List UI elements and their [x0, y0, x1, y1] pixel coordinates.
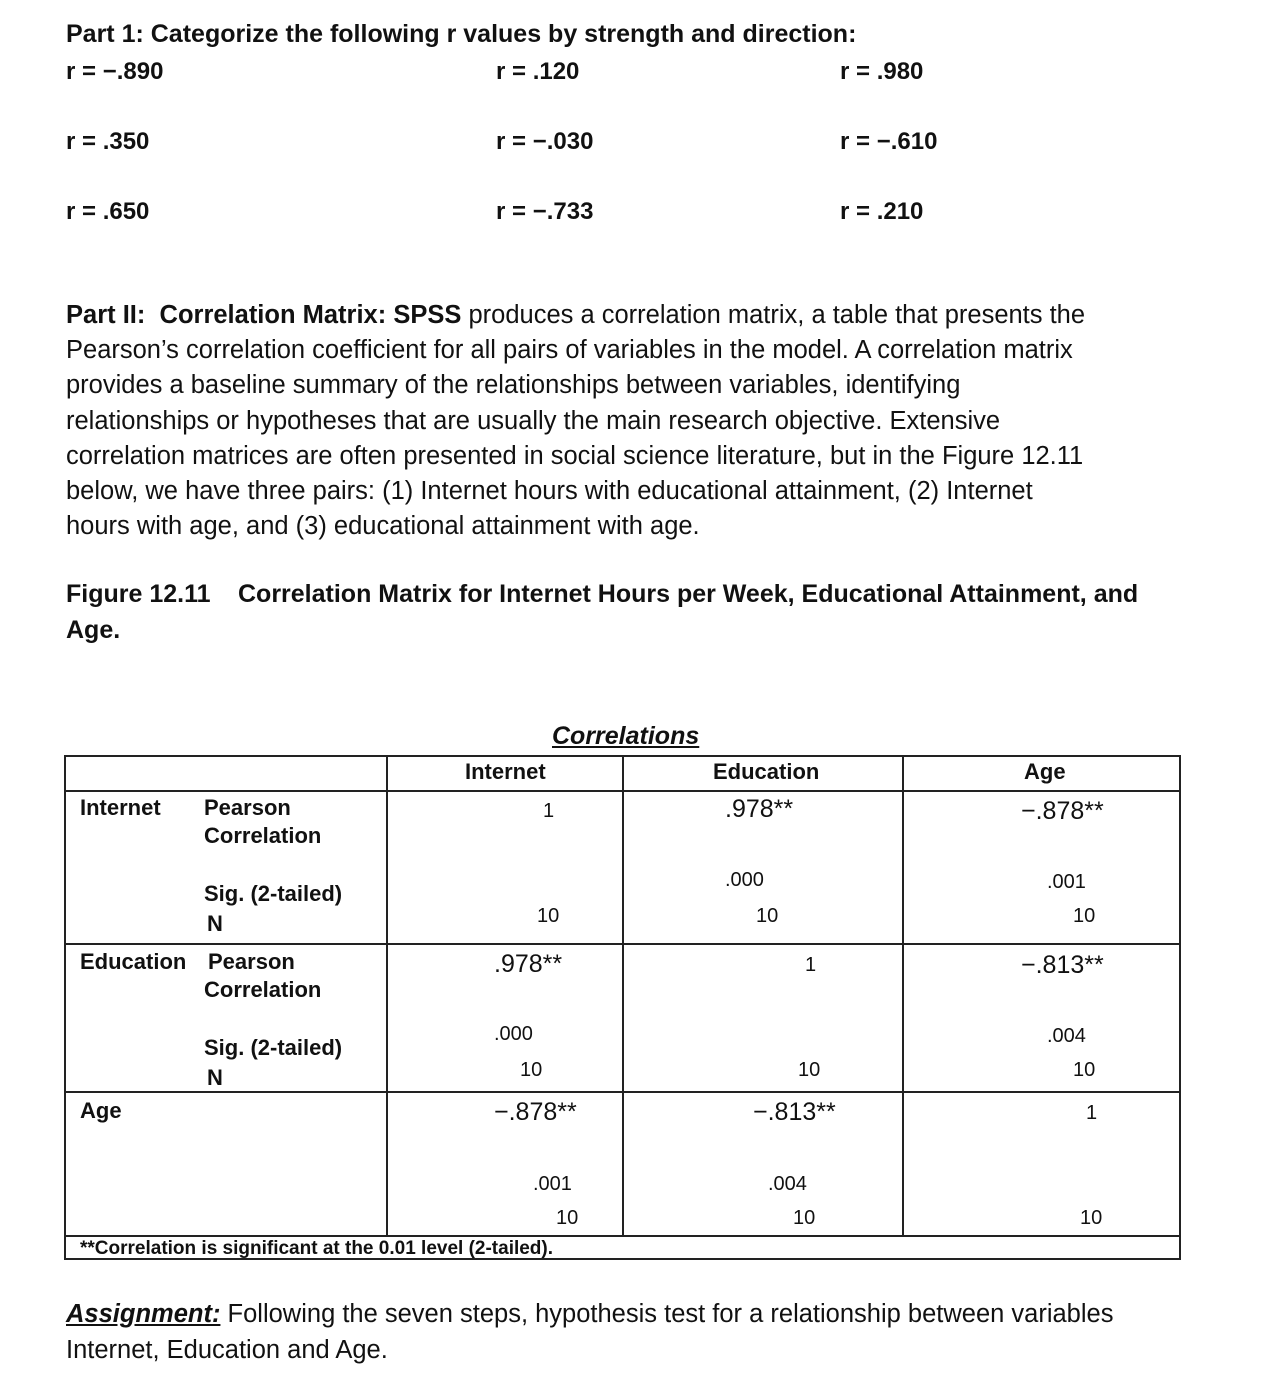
assignment-line	[66, 1296, 1206, 1332]
table-divider	[902, 755, 904, 1235]
table-cell: .004	[768, 1173, 807, 1195]
figure-title-cont: Age.	[66, 616, 121, 644]
r-value: r = .650	[66, 198, 150, 225]
table-cell: 10	[537, 905, 560, 927]
table-cell: 10	[1080, 1207, 1103, 1229]
part2-line: hours with age, and (3) educational attainment with age.	[66, 512, 700, 541]
table-cell: −.813**	[1021, 951, 1104, 979]
r-value: r = −.733	[496, 198, 594, 225]
row-header-education: Education	[80, 949, 187, 974]
part2-paragraph	[66, 298, 1186, 544]
table-cell: .001	[1047, 871, 1086, 893]
assignment-label: Assignment:	[66, 1300, 221, 1328]
part2-line: Pearson’s correlation coefficient for all pairs of variables in the model. A correlation matrix	[66, 336, 1073, 365]
table-footnote: **Correlation is significant at the 0.01 level (2-tailed).	[80, 1238, 554, 1259]
r-value: r = .210	[840, 198, 924, 225]
table-cell: 10	[520, 1059, 543, 1081]
table-divider	[622, 755, 624, 1235]
stat-label-correlation: Correlation	[204, 977, 322, 1002]
row-header-age: Age	[80, 1098, 122, 1123]
table-cell: −.813**	[753, 1098, 836, 1126]
table-cell: .000	[494, 1023, 533, 1045]
figure-title: Correlation Matrix for Internet Hours per Week, Educational Attainment, and	[238, 580, 1139, 608]
table-divider	[64, 1235, 1181, 1237]
table-cell: 1	[1086, 1102, 1098, 1124]
spss-label: SPSS	[393, 301, 462, 329]
table-title: Correlations	[552, 722, 700, 750]
figure-label: Figure 12.11	[66, 580, 211, 608]
table-cell: 10	[756, 905, 779, 927]
part2-line: correlation matrices are often presented in social science literature, but in the Figure 12.11	[66, 441, 1084, 470]
table-cell: 10	[1073, 1059, 1096, 1081]
table-cell: .000	[725, 869, 764, 891]
table-divider	[386, 755, 388, 1235]
table-cell: 1	[543, 800, 555, 822]
table-cell: .004	[1047, 1025, 1086, 1047]
stat-label-sig: Sig. (2-tailed)	[204, 1035, 343, 1060]
r-value: r = −.610	[840, 128, 938, 155]
figure-caption	[66, 580, 1138, 609]
stat-label-pearson: Pearson	[208, 949, 295, 974]
part2-label-2: Correlation Matrix:	[159, 301, 387, 329]
table-cell: 10	[556, 1207, 579, 1229]
table-cell: 10	[798, 1059, 821, 1081]
part2-line: relationships or hypotheses that are usually the main research objective. Extensive	[66, 406, 1001, 435]
assignment	[66, 1296, 1206, 1368]
part2-line: provides a baseline summary of the relationships between variables, identifying	[66, 371, 961, 400]
table-cell: −.878**	[1021, 797, 1104, 825]
table-cell: .001	[533, 1173, 572, 1195]
part2-label: Part II:	[66, 301, 146, 329]
table-cell: .978**	[494, 950, 563, 978]
stat-label-n: N	[207, 1065, 223, 1090]
part2-text: produces a correlation matrix, a table that presents the	[468, 301, 1086, 329]
table-cell: 1	[805, 954, 817, 976]
part2-line	[66, 298, 1186, 333]
part2-line: below, we have three pairs: (1) Internet hours with educational attainment, (2) Internet	[66, 477, 1033, 506]
r-value: r = .120	[496, 58, 580, 85]
table-cell: −.878**	[494, 1098, 577, 1126]
row-header-internet: Internet	[80, 795, 161, 820]
table-cell: 10	[1073, 905, 1096, 927]
stat-label-pearson: Pearson	[204, 795, 291, 820]
stat-label-sig: Sig. (2-tailed)	[204, 881, 343, 906]
r-value: r = .350	[66, 128, 150, 155]
assignment-text: Following the seven steps, hypothesis test for a relationship between variables	[227, 1300, 1114, 1328]
column-header-age: Age	[1024, 759, 1066, 784]
stat-label-n: N	[207, 911, 223, 936]
column-header-education: Education	[713, 759, 820, 784]
table-cell: .978**	[725, 795, 794, 823]
assignment-line: Internet, Education and Age.	[66, 1336, 388, 1364]
table-cell: 10	[793, 1207, 816, 1229]
part1-title: Part 1: Categorize the following r values by strength and direction:	[66, 20, 857, 48]
r-value: r = .980	[840, 58, 924, 85]
r-value: r = −.030	[496, 128, 594, 155]
column-header-internet: Internet	[465, 759, 546, 784]
stat-label-correlation: Correlation	[204, 823, 322, 848]
r-value: r = −.890	[66, 58, 164, 85]
